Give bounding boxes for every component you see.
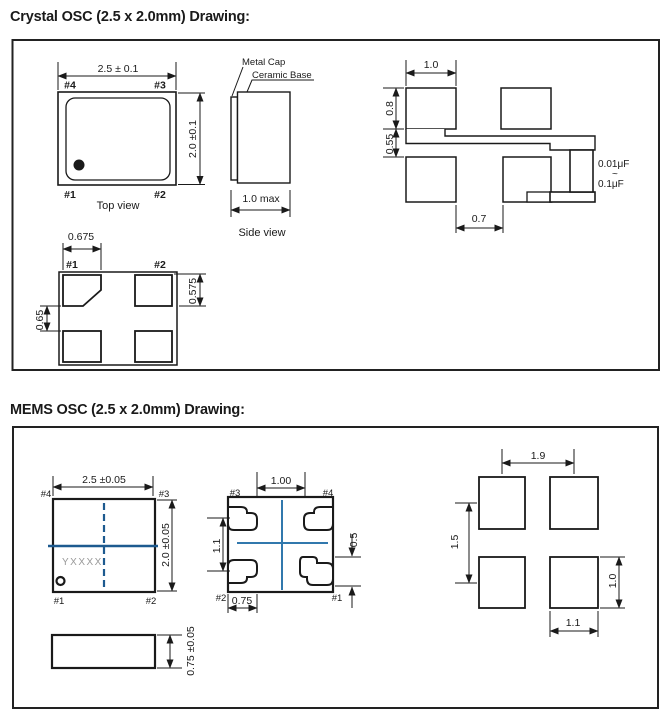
mems-land-pad-top-left xyxy=(479,477,525,529)
bottom-pad-gap-dim: 0.65 xyxy=(34,309,46,331)
mems-pin2-label: #2 xyxy=(145,596,157,607)
metal-cap-shape xyxy=(231,97,238,180)
mems-top-view xyxy=(41,474,177,607)
ground-trace xyxy=(406,129,595,150)
mems-pitch-dim: 1.1 xyxy=(211,538,223,554)
mems-pin3-label: #3 xyxy=(158,489,170,500)
mems-pin4-label: #4 xyxy=(40,489,52,500)
capacitor-connection-strip xyxy=(527,192,552,202)
land-pad-top-right xyxy=(501,88,551,129)
mems-bottom-pin1-label: #1 xyxy=(331,593,343,604)
bottom-pin2-label: #2 xyxy=(154,259,166,271)
mems-land-pad-width-dim: 1.1 xyxy=(565,617,581,629)
pin1-marker-circle xyxy=(57,577,65,585)
mems-land-pad-height-dim: 1.0 xyxy=(607,573,619,589)
mems-section-title: MEMS OSC (2.5 x 2.0mm) Drawing: xyxy=(10,402,245,418)
land-pad-bottom-left xyxy=(406,157,456,202)
crystal-land-pattern xyxy=(383,59,629,233)
pin1-marker-dot xyxy=(74,160,85,171)
bottom-pad-height-dim: 0.575 xyxy=(187,277,199,305)
ceramic-base-label: Ceramic Base xyxy=(252,70,312,81)
mems-land-pad-bottom-left xyxy=(479,557,525,608)
capacitor-bottom-plate xyxy=(550,192,595,202)
mems-height-dim: 2.0 ±0.05 xyxy=(160,523,172,567)
capacitor-range-tilde: ~ xyxy=(612,169,618,180)
land-pad-height-dim: 0.8 xyxy=(384,101,396,116)
land-pad-width-dim: 1.0 xyxy=(423,59,439,71)
crystal-top-view xyxy=(58,62,205,212)
ceramic-base-leader xyxy=(247,80,314,92)
capacitor-body xyxy=(570,150,593,192)
land-pitch-x-dim: 1.9 xyxy=(530,450,546,462)
mems-bottom-pin3-label: #3 xyxy=(229,488,241,499)
mems-pad1-height-dim: 0.5 xyxy=(348,532,360,548)
pin3-label: #3 xyxy=(154,79,166,92)
crystal-width-dim: 2.5 ± 0.1 xyxy=(97,63,139,75)
land-pitch-y-dim: 1.5 xyxy=(449,534,461,550)
land-row-gap-dim: 0.55 xyxy=(384,133,396,155)
mems-thickness-dim: 0.75 ±0.05 xyxy=(185,626,197,676)
mems-width-dim: 2.5 ±0.05 xyxy=(82,474,126,486)
bottom-pad2 xyxy=(135,275,172,306)
capacitor-min-value: 0.01μF xyxy=(598,159,630,170)
mems-land-pattern xyxy=(449,449,625,637)
pin1-label: #1 xyxy=(64,189,76,201)
pin4-label: #4 xyxy=(64,79,76,92)
mems-land-pad-bottom-right xyxy=(550,557,598,608)
side-view-label: Side view xyxy=(238,227,286,239)
mems-bottom-pin4-label: #4 xyxy=(322,488,334,499)
bottom-pin1-label: #1 xyxy=(66,259,78,271)
metal-cap-label: Metal Cap xyxy=(242,57,286,68)
mems-pin1-label: #1 xyxy=(53,596,65,607)
pin2-label: #2 xyxy=(154,189,166,201)
part-marking: YXXXX xyxy=(62,557,103,568)
crystal-side-view xyxy=(231,57,314,239)
crystal-thickness-dim: 1.0 max xyxy=(242,193,280,205)
mems-bottom-view xyxy=(207,472,361,613)
mems-bottom-pin2-label: #2 xyxy=(215,593,227,604)
mems-pad-gap-dim: 1.00 xyxy=(270,475,292,487)
mems-land-pad-top-right xyxy=(550,477,598,529)
crystal-section-title: Crystal OSC (2.5 x 2.0mm) Drawing: xyxy=(10,9,250,25)
mems-side-outline xyxy=(52,635,155,668)
mems-pad-width-dim: 0.75 xyxy=(231,595,253,607)
ceramic-base-shape xyxy=(238,92,291,183)
bottom-pad3 xyxy=(135,331,172,362)
mems-side-view xyxy=(52,626,197,676)
bottom-pad-width-dim: 0.675 xyxy=(67,231,95,243)
crystal-bottom-view xyxy=(34,231,206,365)
capacitor-max-value: 0.1μF xyxy=(598,179,624,190)
land-col-gap-dim: 0.7 xyxy=(471,213,487,225)
land-pad-top-left xyxy=(406,88,456,129)
top-view-label: Top view xyxy=(96,200,140,212)
crystal-height-dim: 2.0 ±0.1 xyxy=(187,120,199,158)
bottom-pad4 xyxy=(63,331,101,362)
